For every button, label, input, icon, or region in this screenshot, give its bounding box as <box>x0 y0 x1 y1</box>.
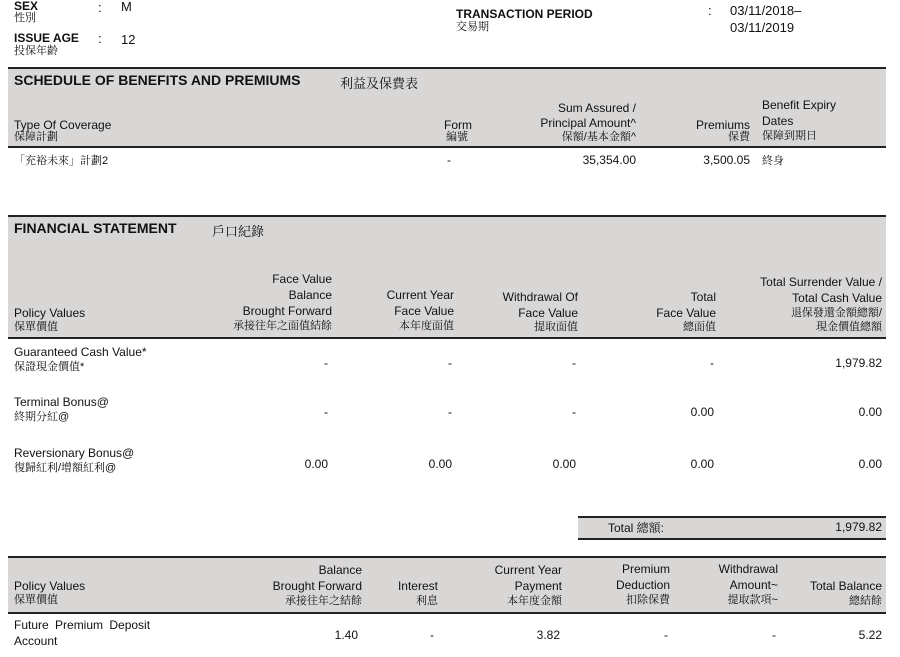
dep-col-total-balance: Total Balance <box>809 579 882 593</box>
fs-col-total-zh: 總面值 <box>683 321 716 333</box>
dep-row-balance: 1.40 <box>334 628 358 642</box>
dep-row-withdrawal: - <box>772 628 776 642</box>
fs-col-tsv-1: Total Surrender Value / <box>760 275 882 289</box>
plan-expiry: 終身 <box>762 155 784 167</box>
col-sum-assured-1: Sum Assured / <box>557 101 636 115</box>
fs-col-wd-zh: 提取面值 <box>534 321 578 333</box>
fs-col-policy-values: Policy Values <box>14 306 86 320</box>
dep-col-balance-1: Balance <box>318 563 362 577</box>
dep-col-interest: Interest <box>397 579 438 593</box>
fs-col-fvb-3: Brought Forward <box>242 304 332 318</box>
fs-col-fvb-1: Face Value <box>272 272 332 286</box>
fs-col-fvb-zh: 承接往年之面值結餘 <box>233 320 332 332</box>
dep-row-deduction: - <box>664 628 668 642</box>
financial-header-rule <box>8 337 886 339</box>
row-label: Guaranteed Cash Value* <box>14 345 147 359</box>
dep-col-payment-zh: 本年度金額 <box>507 595 562 607</box>
row-balance: 0.00 <box>304 457 328 471</box>
sex-colon: : <box>98 0 102 15</box>
row-withdrawal: - <box>572 356 576 370</box>
dep-row-label-1: Future Premium Deposit <box>14 618 151 632</box>
issue-age-label-zh: 投保年齡 <box>14 45 58 57</box>
dep-row-interest: - <box>430 628 434 642</box>
fs-col-total-2: Face Value <box>656 306 716 320</box>
dep-col-withdrawal-zh: 提取款項~ <box>727 594 778 606</box>
fs-col-cy-2: Face Value <box>394 304 454 318</box>
row-label-zh: 復歸紅利/增額紅利@ <box>14 462 117 474</box>
dep-row-payment: 3.82 <box>536 628 560 642</box>
sex-value: M <box>121 0 132 14</box>
deposit-header-rule <box>8 612 886 614</box>
row-label-zh: 終期分紅@ <box>14 411 70 423</box>
financial-title: FINANCIAL STATEMENT <box>14 220 177 236</box>
row-withdrawal: - <box>572 405 576 419</box>
dep-col-deduction-2: Deduction <box>615 578 670 592</box>
row-total-value: 0.00 <box>858 405 882 419</box>
col-premiums-zh: 保費 <box>728 131 750 143</box>
dep-row-label-2: Account <box>14 634 58 648</box>
col-sum-assured-2: Principal Amount^ <box>540 116 636 130</box>
dep-row-total: 5.22 <box>858 628 882 642</box>
row-label: Terminal Bonus@ <box>14 395 109 409</box>
dep-col-payment-1: Current Year <box>494 563 562 577</box>
fs-col-wd-2: Face Value <box>518 306 578 320</box>
dep-col-withdrawal-1: Withdrawal <box>718 562 778 576</box>
fs-col-cy-1: Current Year <box>386 288 454 302</box>
fs-col-fvb-2: Balance <box>288 288 332 302</box>
fs-col-total-1: Total <box>690 290 716 304</box>
row-total-face: 0.00 <box>690 405 714 419</box>
dep-col-deduction-zh: 扣除保費 <box>626 594 670 606</box>
transaction-period-label-zh: 交易期 <box>456 21 489 33</box>
dep-col-deduction-1: Premium <box>621 562 670 576</box>
issue-age-label: ISSUE AGE <box>14 31 79 45</box>
transaction-period-label: TRANSACTION PERIOD <box>456 7 593 21</box>
plan-sum-assured: 35,354.00 <box>582 153 636 167</box>
transaction-start: 03/11/2018– <box>730 3 802 18</box>
dep-col-policy-values: Policy Values <box>14 579 86 593</box>
dep-col-interest-zh: 利息 <box>416 595 438 607</box>
schedule-title: SCHEDULE OF BENEFITS AND PREMIUMS <box>14 72 301 88</box>
col-form: Form <box>444 118 472 132</box>
col-form-zh: 編號 <box>446 131 468 143</box>
plan-form: - <box>447 153 451 167</box>
total-label: Total 總額: <box>608 521 665 535</box>
fs-col-tsv-zh-1: 退保發還金額總額/ <box>790 307 882 319</box>
issue-age-colon: : <box>98 31 102 46</box>
schedule-title-zh: 利益及保費表 <box>340 76 419 91</box>
sex-label: SEX <box>14 0 39 13</box>
issue-age-value: 12 <box>121 32 136 47</box>
dep-col-balance-zh: 承接往年之結餘 <box>285 595 362 607</box>
row-total-value: 0.00 <box>858 457 882 471</box>
col-benefit-expiry-zh: 保障到期日 <box>762 130 817 142</box>
row-current: - <box>448 356 452 370</box>
row-withdrawal: 0.00 <box>552 457 576 471</box>
total-value: 1,979.82 <box>835 520 882 534</box>
fs-col-tsv-zh-2: 現金價值總額 <box>816 321 882 333</box>
row-current: 0.00 <box>428 457 452 471</box>
sex-label-zh: 性別 <box>14 12 36 24</box>
fs-col-cy-zh: 本年度面值 <box>399 320 454 332</box>
plan-premium: 3,500.05 <box>703 153 750 167</box>
dep-col-policy-values-zh: 保單價值 <box>14 594 58 606</box>
row-balance: - <box>324 405 328 419</box>
total-bottom-rule <box>578 538 886 540</box>
dep-col-balance-2: Brought Forward <box>272 579 362 593</box>
transaction-colon: : <box>708 3 712 18</box>
dep-col-withdrawal-2: Amount~ <box>729 578 778 592</box>
dep-col-payment-2: Payment <box>514 579 562 593</box>
row-label: Reversionary Bonus@ <box>14 446 135 460</box>
col-type-of-coverage-zh: 保障計劃 <box>14 131 58 143</box>
col-benefit-expiry-1: Benefit Expiry <box>762 98 837 112</box>
financial-title-zh: 戶口紀錄 <box>212 224 265 239</box>
schedule-header-rule <box>8 146 886 148</box>
col-type-of-coverage: Type Of Coverage <box>14 118 112 132</box>
row-total-face: - <box>710 356 714 370</box>
row-label-zh: 保證現金價值* <box>14 361 85 373</box>
row-total-face: 0.00 <box>690 457 714 471</box>
row-balance: - <box>324 356 328 370</box>
dep-col-total-balance-zh: 總結餘 <box>849 595 882 607</box>
col-premiums: Premiums <box>695 118 750 132</box>
transaction-end: 03/11/2019 <box>730 20 795 35</box>
fs-col-policy-values-zh: 保單價值 <box>14 321 58 333</box>
fs-col-tsv-2: Total Cash Value <box>792 291 882 305</box>
row-current: - <box>448 405 452 419</box>
row-total-value: 1,979.82 <box>835 356 882 370</box>
fs-col-wd-1: Withdrawal Of <box>502 290 578 304</box>
col-sum-assured-zh: 保額/基本金額^ <box>561 131 636 143</box>
plan-name: 「充裕未來」計劃2 <box>14 155 109 167</box>
col-benefit-expiry-2: Dates <box>762 114 794 128</box>
